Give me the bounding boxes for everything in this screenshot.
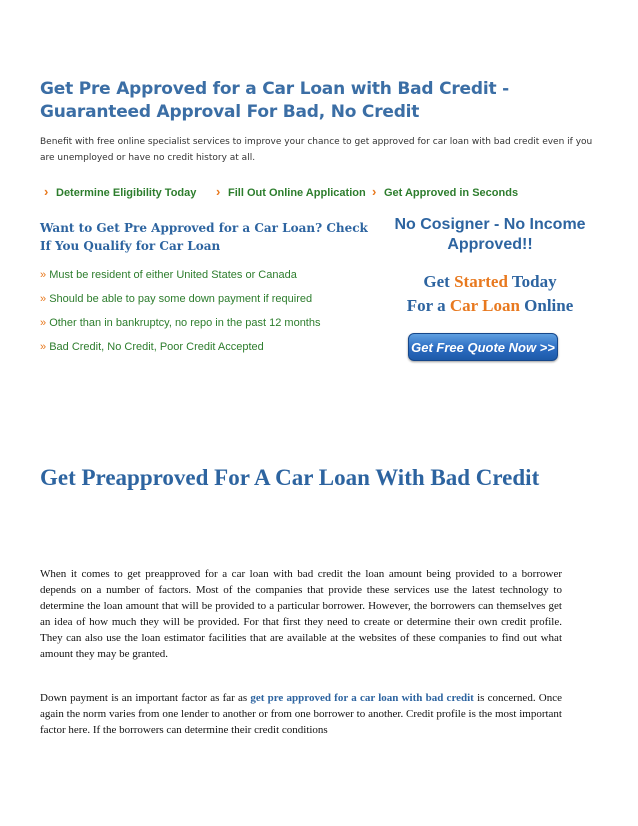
- bullet-glyph: »: [40, 269, 47, 281]
- intro-text: Benefit with free online specialist services to improve your chance to get approved for car loan with bad credit even if you are unemployed or have no credit history at all.: [40, 137, 593, 163]
- cta-text: Online: [519, 296, 574, 315]
- step-item-1[interactable]: [44, 184, 196, 201]
- cta-text: For a: [406, 296, 450, 315]
- step-item-3[interactable]: [372, 184, 518, 201]
- bullet-glyph: »: [40, 341, 47, 353]
- list-item: [40, 316, 380, 340]
- steps-bar: [40, 184, 600, 200]
- step-label: Fill Out Online Application: [228, 187, 366, 199]
- qualify-heading: Want to Get Pre Approved for a Car Loan? Check If You Qualify for Car Loan: [40, 221, 368, 253]
- paragraph-text: is concerned. Once again the norm varies from one lender to another or from one borrower to another. Credit profile is the most important factor here. If the borrowers can determine their credit conditions: [40, 692, 562, 736]
- cta-tagline: [380, 270, 600, 318]
- list-item: [40, 292, 380, 316]
- requirements-list: [40, 268, 380, 364]
- step-label: Determine Eligibility Today: [56, 187, 197, 199]
- requirement-text: Should be able to pay some down payment if required: [49, 293, 313, 305]
- article-paragraph-2: [40, 690, 562, 738]
- requirement-text: Other than in bankruptcy, no repo in the past 12 months: [49, 317, 321, 329]
- list-item: [40, 268, 380, 292]
- cta-text: Get: [423, 272, 455, 291]
- bullet-glyph: »: [40, 293, 47, 305]
- cta-accent: Car Loan: [449, 296, 520, 315]
- cta-text: Today: [507, 272, 557, 291]
- article-heading: Get Preapproved For A Car Loan With Bad Credit: [40, 465, 540, 490]
- chevron-right-icon: ›: [372, 184, 377, 199]
- requirement-text: Bad Credit, No Credit, Poor Credit Accepted: [49, 341, 264, 353]
- get-free-quote-button[interactable]: Get Free Quote Now >>: [408, 333, 558, 361]
- chevron-right-icon: ›: [44, 184, 49, 199]
- paragraph-text: Down payment is an important factor as far as: [40, 692, 251, 704]
- article-paragraph-1: When it comes to get preapproved for a car loan with bad credit the loan amount being provided to a borrower depends on a number of factors. Most of the companies that provide these services use the latest technology to determine the loan amount that will be provided to a particular borrower. However, the borrowers can themselves get an idea of how much they will be provided. For that first they need to create or determine their own credit profile. They can also use the loan estimator facilities that are available at the websites of these companies to find out what amount they may be granted.: [40, 568, 562, 660]
- keyword-link[interactable]: get pre approved for a car loan with bad credit: [250, 692, 474, 704]
- list-item: [40, 340, 380, 364]
- page-title: Get Pre Approved for a Car Loan with Bad Credit - Guaranteed Approval For Bad, No Credit: [40, 79, 509, 122]
- cta-accent: Started: [454, 272, 508, 291]
- bullet-glyph: »: [40, 317, 47, 329]
- chevron-right-icon: ›: [216, 184, 221, 199]
- cta-headline: No Cosigner - No Income Approved!!: [394, 216, 586, 253]
- step-item-2[interactable]: [216, 184, 366, 201]
- step-label: Get Approved in Seconds: [384, 187, 519, 199]
- requirement-text: Must be resident of either United States or Canada: [49, 269, 297, 281]
